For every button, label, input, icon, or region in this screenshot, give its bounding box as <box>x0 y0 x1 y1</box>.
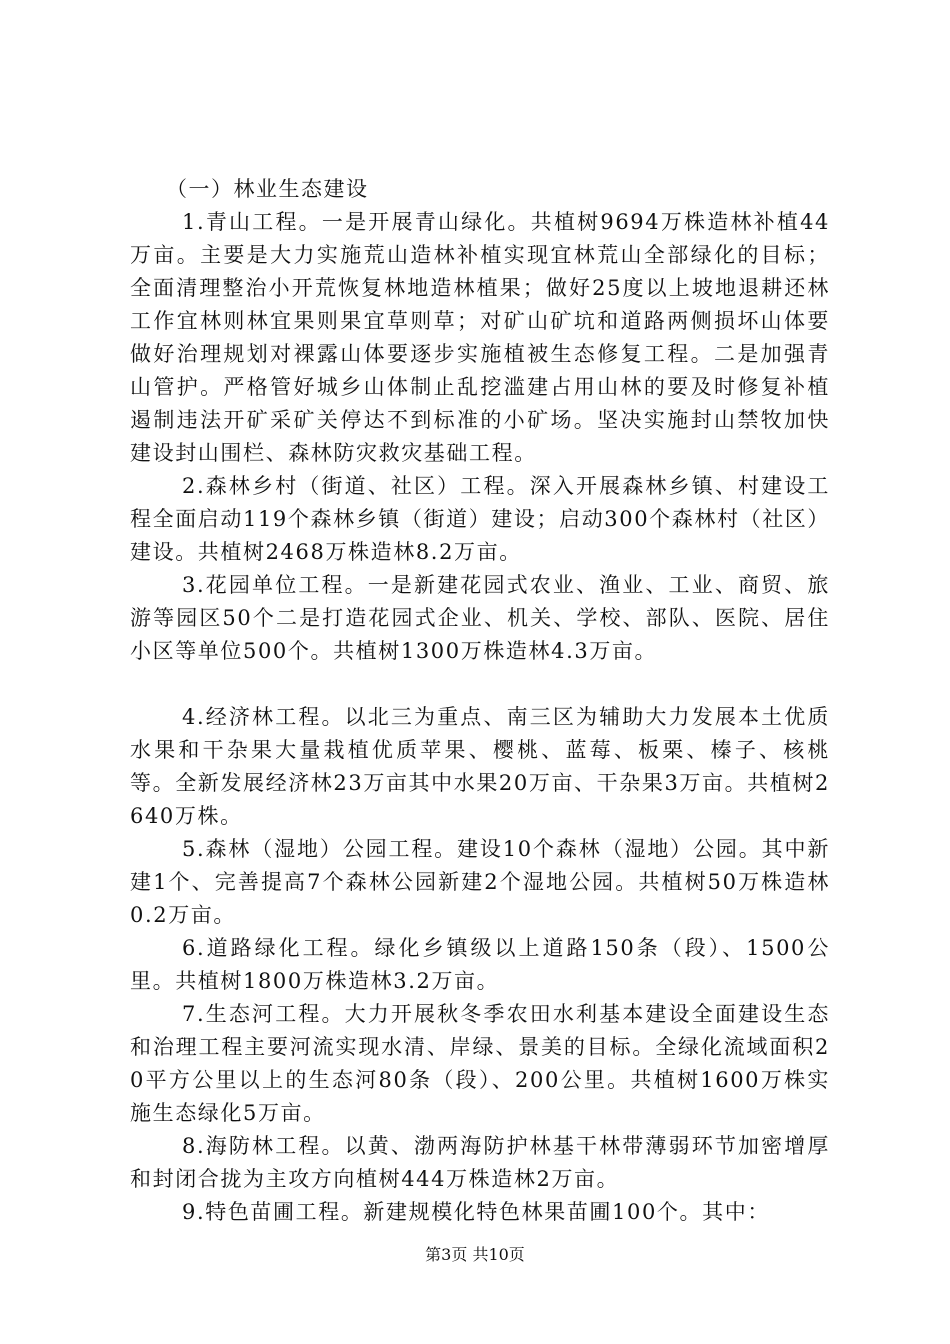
page-number-footer: 第3页 共10页 <box>425 1245 525 1264</box>
paragraph-nursery: 9.特色苗圃工程。新建规模化特色林果苗圃100个。其中： <box>182 1200 770 1224</box>
document-body <box>130 172 830 1229</box>
paragraph-garden-unit: 3.花园单位工程。一是新建花园式农业、渔业、工业、商贸、旅游等园区50个二是打造花园式企业、机关、学校、部队、医院、居住小区等单位500个。共植树1300万株造林4.3万亩。 <box>130 573 830 663</box>
section-heading: （一）林业生态建设 <box>166 177 369 201</box>
paragraph-road-greening: 6.道路绿化工程。绿化乡镇级以上道路150条（段）、1500公里。共植树1800万株造林3.2万亩。 <box>130 936 830 993</box>
paragraph-forest-wetland-park: 5.森林（湿地）公园工程。建设10个森林（湿地）公园。其中新建1个、完善提高7个森林公园新建2个湿地公园。共植树50万株造林0.2万亩。 <box>130 837 830 927</box>
paragraph-economic-forest: 4.经济林工程。以北三为重点、南三区为辅助大力发展本土优质水果和干杂果大量栽植优质苹果、樱桃、蓝莓、板栗、榛子、核桃等。全新发展经济林23万亩其中水果20万亩、干杂果3万亩。共植树2640万株。 <box>130 705 830 828</box>
paragraph-forest-village: 2.森林乡村（街道、社区）工程。深入开展森林乡镇、村建设工程全面启动119个森林乡镇（街道）建设；启动300个森林村（社区）建设。共植树2468万株造林8.2万亩。 <box>130 474 830 564</box>
paragraph-qingshan: 1.青山工程。一是开展青山绿化。共植树9694万株造林补植44万亩。主要是大力实施荒山造林补植实现宜林荒山全部绿化的目标；全面清理整治小开荒恢复林地造林植果；做好25度以上坡地退耕还林工作宜林则林宜果则果宜草则草；对矿山矿坑和道路两侧损坏山体要做好治理规划对裸露山体要逐步实施植被生态修复工程。二是加强青山管护。严格管好城乡山体制止乱挖滥建占用山林的要及时修复补植遏制违法开矿采矿关停达不到标准的小矿场。坚决实施封山禁牧加快建设封山围栏、森林防灾救灾基础工程。 <box>130 210 830 465</box>
paragraph-coastal-forest: 8.海防林工程。以黄、渤两海防护林基干林带薄弱环节加密增厚和封闭合拢为主攻方向植树444万株造林2万亩。 <box>130 1134 830 1191</box>
paragraph-ecological-river: 7.生态河工程。大力开展秋冬季农田水利基本建设全面建设生态和治理工程主要河流实现水清、岸绿、景美的目标。全绿化流域面积20平方公里以上的生态河80条（段）、200公里。共植树1600万株实施生态绿化5万亩。 <box>130 1002 830 1125</box>
